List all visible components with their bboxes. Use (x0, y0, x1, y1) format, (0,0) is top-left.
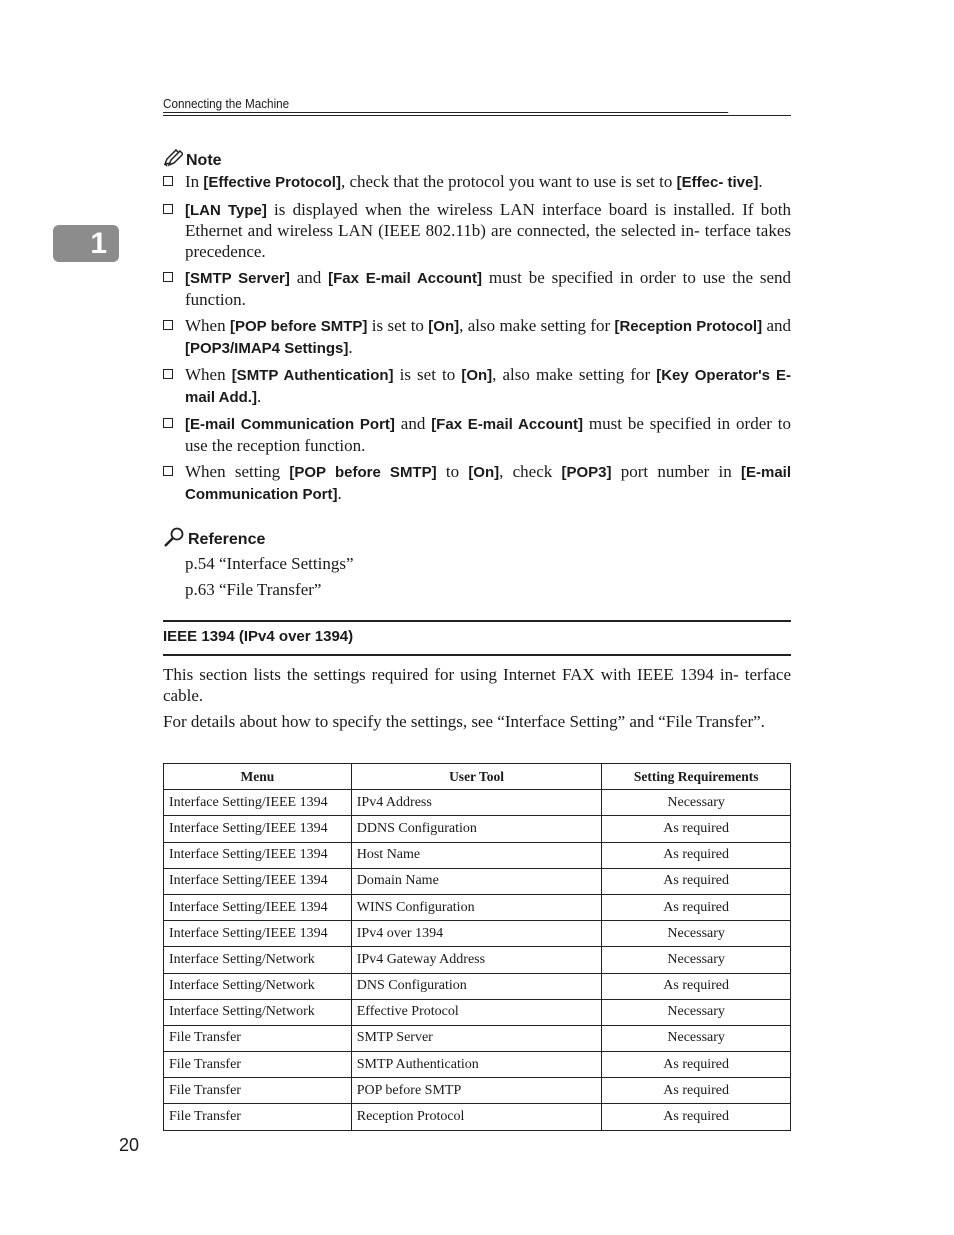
note-item (163, 200, 791, 263)
note-item (163, 268, 791, 310)
cell-user-tool: Domain Name (351, 868, 602, 894)
reference-list (185, 551, 354, 603)
magnifier-icon (163, 527, 185, 552)
cell-setting-requirement: As required (602, 1052, 791, 1078)
reference-link[interactable]: p.54 “Interface Settings” (185, 554, 354, 573)
setting-keyword: [Reception Protocol] (614, 318, 763, 335)
table-row (164, 868, 791, 894)
setting-keyword: [E-mail Communication Port] (185, 464, 792, 503)
chapter-tab: 1 (53, 225, 119, 262)
cell-setting-requirement: As required (602, 868, 791, 894)
setting-keyword: [On] (461, 367, 493, 384)
note-text: . (758, 172, 763, 191)
cell-menu: File Transfer (164, 1104, 352, 1130)
cell-user-tool: IPv4 Address (351, 790, 602, 816)
note-text: port number in (611, 462, 741, 481)
cell-setting-requirement: As required (602, 894, 791, 920)
note-text: In (185, 172, 204, 191)
cell-user-tool: IPv4 over 1394 (351, 921, 602, 947)
cell-menu: Interface Setting/IEEE 1394 (164, 816, 352, 842)
setting-keyword: [SMTP Authentication] (231, 367, 394, 384)
note-text: When (185, 365, 232, 384)
cell-menu: Interface Setting/IEEE 1394 (164, 894, 352, 920)
column-header-menu: Menu (164, 764, 352, 790)
note-text: and (394, 414, 432, 433)
setting-keyword: [POP before SMTP] (289, 464, 437, 481)
section-rule-bottom (163, 654, 791, 656)
checkbox-bullet-icon (163, 176, 173, 186)
cell-menu: Interface Setting/IEEE 1394 (164, 842, 352, 868)
section-rule-top (163, 620, 791, 622)
table-row (164, 1052, 791, 1078)
table-row (164, 1025, 791, 1051)
note-text: is set to (367, 316, 429, 335)
cell-user-tool: IPv4 Gateway Address (351, 947, 602, 973)
cell-menu: Interface Setting/IEEE 1394 (164, 921, 352, 947)
checkbox-bullet-icon (163, 272, 173, 282)
note-list (163, 172, 791, 511)
cell-menu: Interface Setting/Network (164, 947, 352, 973)
pencil-icon (163, 149, 183, 172)
checkbox-bullet-icon (163, 320, 173, 330)
setting-keyword: [E-mail Communication Port] (185, 416, 395, 433)
checkbox-bullet-icon (163, 369, 173, 379)
note-heading (163, 149, 222, 172)
note-item (163, 316, 791, 359)
note-text: When (185, 316, 230, 335)
note-text: . (337, 483, 342, 503)
cell-setting-requirement: As required (602, 973, 791, 999)
column-header-user-tool: User Tool (351, 764, 602, 790)
note-text: , check that the protocol you want to use is set to (340, 172, 677, 191)
table-row (164, 790, 791, 816)
cell-menu: Interface Setting/IEEE 1394 (164, 868, 352, 894)
cell-setting-requirement: Necessary (602, 999, 791, 1025)
setting-keyword: [Fax E-mail Account] (431, 416, 584, 433)
cell-setting-requirement: As required (602, 816, 791, 842)
cell-setting-requirement: Necessary (602, 790, 791, 816)
note-text: and (762, 316, 791, 335)
table-row (164, 921, 791, 947)
note-title: Note (186, 151, 222, 169)
cell-user-tool: SMTP Server (351, 1025, 602, 1051)
note-text: , also make setting for (492, 365, 657, 384)
table-row (164, 894, 791, 920)
page-number: 20 (119, 1135, 140, 1155)
cell-setting-requirement: As required (602, 842, 791, 868)
note-text: When setting (185, 462, 290, 481)
reference-title: Reference (188, 530, 266, 548)
setting-keyword: [LAN Type] (185, 201, 267, 219)
table-row (164, 999, 791, 1025)
section-paragraph: This section lists the settings required for using Internet FAX with IEEE 1394 in- terface cable. (163, 665, 791, 705)
note-text: and (289, 268, 329, 287)
cell-setting-requirement: As required (602, 1104, 791, 1130)
note-text: must be specified in order to use the send function. (185, 268, 792, 309)
cell-user-tool: Reception Protocol (351, 1104, 602, 1130)
cell-setting-requirement: As required (602, 1078, 791, 1104)
note-text: is displayed when the wireless LAN interface board is installed. If both Ethernet and wireless LAN (IEEE 802.11b) are connected, the selected in- terface takes precedence. (185, 199, 791, 261)
settings-table (163, 763, 791, 1131)
note-item (163, 172, 791, 194)
reference-link[interactable]: p.63 “File Transfer” (185, 580, 322, 599)
cell-setting-requirement: Necessary (602, 947, 791, 973)
setting-keyword: [On] (468, 464, 500, 481)
cell-user-tool: DNS Configuration (351, 973, 602, 999)
note-text: , check (499, 462, 562, 481)
note-text: to (436, 462, 469, 481)
cell-menu: Interface Setting/Network (164, 973, 352, 999)
setting-keyword: [On] (428, 318, 460, 335)
cell-user-tool: Effective Protocol (351, 999, 602, 1025)
cell-user-tool: Host Name (351, 842, 602, 868)
note-item (163, 414, 791, 456)
checkbox-bullet-icon (163, 418, 173, 428)
section-title: IEEE 1394 (IPv4 over 1394) (163, 628, 354, 645)
cell-menu: File Transfer (164, 1052, 352, 1078)
cell-user-tool: SMTP Authentication (351, 1052, 602, 1078)
cell-user-tool: DDNS Configuration (351, 816, 602, 842)
setting-keyword: [POP3/IMAP4 Settings] (185, 339, 349, 357)
table-row (164, 816, 791, 842)
table-row (164, 1104, 791, 1130)
note-item (163, 462, 791, 505)
cell-user-tool: WINS Configuration (351, 894, 602, 920)
table-row (164, 1078, 791, 1104)
cell-setting-requirement: Necessary (602, 1025, 791, 1051)
checkbox-bullet-icon (163, 204, 173, 214)
note-text: is set to (393, 365, 462, 384)
cell-menu: Interface Setting/Network (164, 999, 352, 1025)
section-paragraph: For details about how to specify the settings, see “Interface Setting” and “File Transfer”. (163, 712, 765, 731)
note-text: . (256, 386, 262, 406)
cell-menu: File Transfer (164, 1025, 352, 1051)
header-rule (163, 115, 791, 116)
cell-menu: File Transfer (164, 1078, 352, 1104)
note-text: . (348, 337, 353, 357)
setting-keyword: [POP before SMTP] (229, 318, 368, 335)
running-header: Connecting the Machine (163, 96, 728, 113)
cell-setting-requirement: Necessary (602, 921, 791, 947)
table-row (164, 842, 791, 868)
checkbox-bullet-icon (163, 466, 173, 476)
setting-keyword: [Effec- tive] (676, 174, 759, 191)
column-header-setting-requirements: Setting Requirements (602, 764, 791, 790)
table-body (164, 790, 791, 1130)
setting-keyword: [Fax E-mail Account] (328, 270, 482, 287)
setting-keyword: [Key Operator's E-mail Add.] (185, 367, 792, 406)
table-row (164, 973, 791, 999)
note-item (163, 365, 791, 408)
reference-heading (163, 527, 265, 552)
note-text: , also make setting for (459, 316, 615, 335)
setting-keyword: [Effective Protocol] (203, 174, 341, 191)
setting-keyword: [POP3] (561, 464, 612, 481)
setting-keyword: [SMTP Server] (185, 270, 290, 287)
cell-menu: Interface Setting/IEEE 1394 (164, 790, 352, 816)
table-row (164, 947, 791, 973)
cell-user-tool: POP before SMTP (351, 1078, 602, 1104)
note-text: must be specified in order to use the reception function. (185, 414, 791, 455)
table-header-row (164, 764, 791, 790)
